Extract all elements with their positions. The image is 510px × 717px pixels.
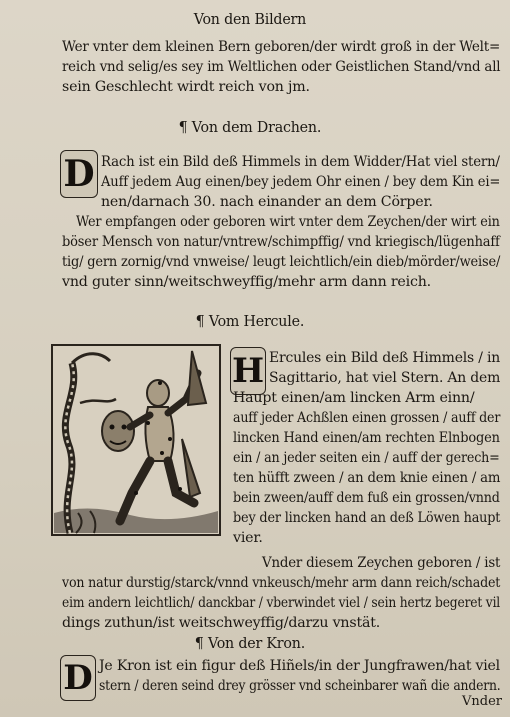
section-heading-hercule: ¶ Vom Hercule.	[195, 314, 305, 330]
text-line: tig/ gern zornig/vnd vnweise/ leugt leichtlich/ein dieb/mörder/weise/	[62, 254, 501, 270]
drop-cap-d: D	[60, 150, 98, 198]
text-line: sein Geschlecht wirdt reich von jm.	[62, 79, 310, 95]
drop-cap-d: D	[60, 655, 96, 701]
text-line: dings zuthun/ist weitschweyffig/darzu vnstät.	[62, 615, 381, 631]
text-line: ein / an jeder seiten ein / auff der gerech=	[233, 450, 500, 466]
section-heading-kron: ¶ Von der Kron.	[194, 636, 306, 652]
hercules-woodcut-illustration	[50, 343, 222, 537]
text-line: Wer empfangen oder geboren wirt vnter dem Zeychen/der wirt ein	[76, 214, 500, 230]
text-line: Sagittario, hat viel Stern. An dem	[269, 370, 501, 386]
text-line: Auff jedem Aug einen/bey jedem Ohr einen / bey dem Kin ei=	[101, 174, 501, 190]
text-line: bey der lincken hand an deß Löwen haupt	[233, 510, 501, 526]
text-line: Haupt einen/am lincken Arm einn/	[233, 390, 475, 406]
text-line: Ercules ein Bild deß Himmels / in	[269, 350, 501, 366]
text-line: vier.	[233, 530, 263, 546]
catchword: Vnder	[462, 694, 502, 709]
text-line: Wer vnter dem kleinen Bern geboren/der wirdt groß in der Welt=	[62, 39, 501, 55]
text-line: stern / deren seind drey grösser vnd scheinbarer wañ die andern.	[99, 678, 501, 694]
text-line: lincken Hand einen/am rechten Elnbogen	[233, 430, 500, 446]
text-line: eim andern leichtlich/ danckbar / vberwindet viel / sein hertz begeret vil	[62, 595, 501, 611]
text-line: Vnder diesem Zeychen geboren / ist	[262, 555, 501, 571]
text-line: böser Mensch von natur/vntrew/schimpffig/ vnd kriegisch/lügenhaff	[62, 234, 500, 250]
text-line: reich vnd selig/es sey im Weltlichen oder Geistlichen Stand/vnd all	[62, 59, 501, 75]
text-line: Rach ist ein Bild deß Himmels in dem Widder/Hat viel stern/	[101, 154, 500, 170]
text-line: von natur durstig/starck/vnnd vnkeusch/mehr arm dann reich/schadet	[62, 575, 501, 591]
text-line: ten hüfft zween / an dem knie einen / am	[233, 470, 501, 486]
text-line: Je Kron ist ein figur deß Hiñels/in der Jungfrawen/hat viel	[99, 658, 500, 674]
running-head: Von den Bildern	[193, 12, 307, 28]
text-line: auff jeder Achßlen einen grossen / auff der	[233, 410, 501, 426]
drop-cap-h: H	[230, 347, 266, 395]
text-line: bein zween/auff dem fuß ein grossen/vnnd	[233, 490, 500, 506]
section-heading-drachen: ¶ Von dem Drachen.	[178, 120, 322, 136]
text-line: nen/darnach 30. nach einander an dem Cörper.	[101, 194, 433, 210]
text-line: vnd guter sinn/weitschweyffig/mehr arm dann reich.	[62, 274, 431, 290]
